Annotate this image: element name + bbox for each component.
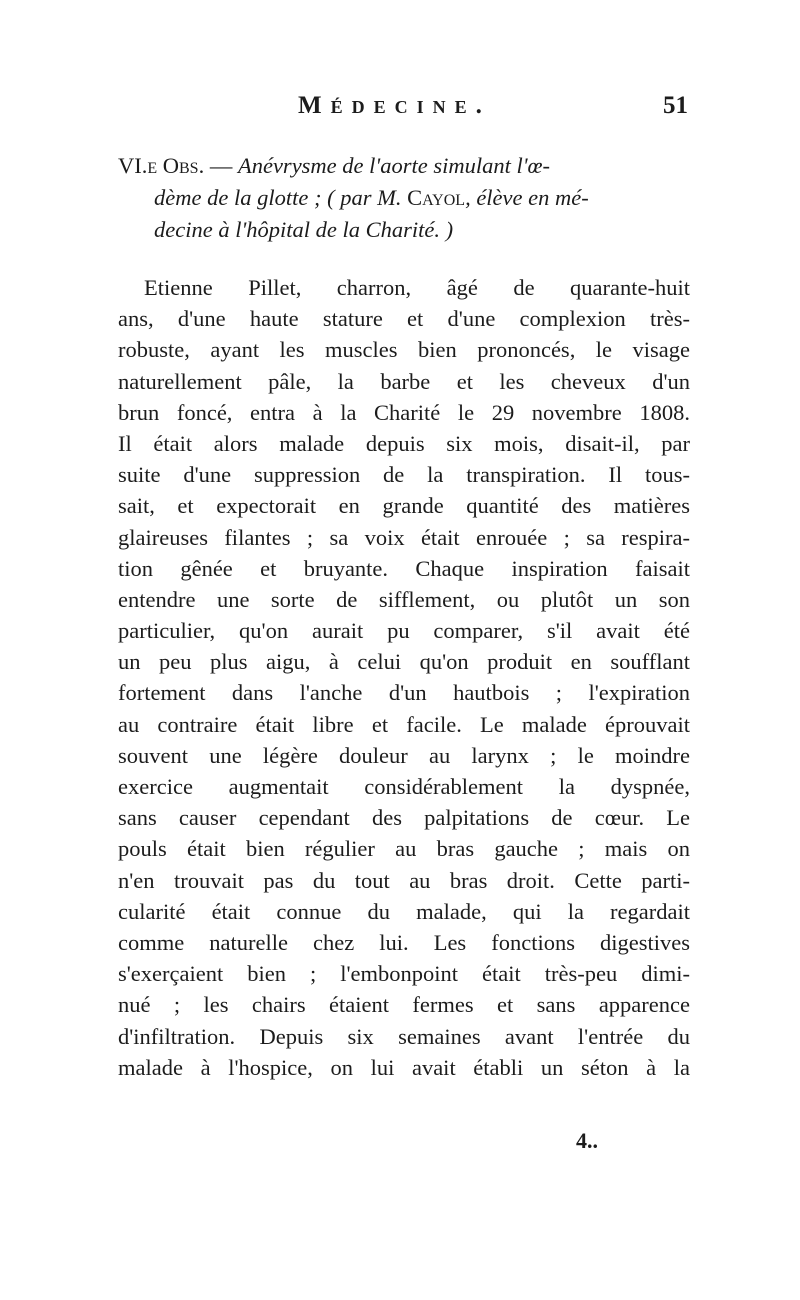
body-line: d'infiltration. Depuis six semaines avant l'entrée du [118,1023,690,1049]
observation-title-part-1: Anévrysme de l'aorte simulant l'œ- [237,153,551,178]
body-line: robuste, ayant les muscles bien prononcés, le visage [118,337,690,363]
author-role-part-2: decine à l'hôpital de la Charité. ) [154,217,454,242]
page-number: 51 [663,92,688,119]
body-line: fortement dans l'anche d'un hautbois ; l'expiration [118,680,690,706]
heading-line-1 [118,150,688,182]
heading-line-3 [118,214,688,246]
running-title: Médecine. [298,92,491,119]
body-line: au contraire était libre et facile. Le malade éprouvait [118,711,690,737]
body-line: malade à l'hospice, on lui avait établi un séton à la [118,1054,690,1080]
body-line: s'exerçaient bien ; l'embonpoint était très-peu dimi- [118,961,690,987]
body-line: glaireuses filantes ; sa voix était enrouée ; sa respira- [118,524,690,550]
body-line: Etienne Pillet, charron, âgé de quarante-huit [144,275,690,300]
observation-title-part-2: dème de la glotte ; [154,185,322,210]
body-line: nué ; les chairs étaient fermes et sans apparence [118,992,690,1018]
author-prefix: ( par M. [327,185,408,210]
running-head [118,92,688,132]
body-line: naturellement pâle, la barbe et les cheveux d'un [118,368,690,394]
body-line: sait, et expectorait en grande quantité des matières [118,493,690,519]
body-line: n'en trouvait pas du tout au bras droit. Cette parti- [118,867,690,893]
observation-heading [118,150,688,246]
observation-label: VI.e Obs. [118,153,205,178]
body-line: comme naturelle chez lui. Les fonctions digestives [118,929,690,955]
signature-mark: 4.. [576,1128,598,1153]
body-line: tion gênée et bruyante. Chaque inspiration faisait [118,555,690,581]
body-line: brun foncé, entra à la Charité le 29 novembre 1808. [118,399,690,425]
body-line: un peu plus aigu, à celui qu'on produit en soufflant [118,649,690,675]
heading-line-2 [118,182,688,214]
body-line: souvent une légère douleur au larynx ; le moindre [118,742,690,768]
body-line: entendre une sorte de sifflement, ou plutôt un son [118,586,690,612]
author-name: Cayol [407,185,466,210]
body-line: Il était alors malade depuis six mois, disait-il, par [118,430,690,456]
heading-dash: — [204,153,238,178]
body-line: suite d'une suppression de la transpiration. Il tous- [118,462,690,488]
body-text [118,272,690,1083]
body-line: pouls était bien régulier au bras gauche ; mais on [118,836,690,862]
body-line: exercice augmentait considérablement la dyspnée, [118,774,690,799]
body-line: sans causer cependant des palpitations de cœur. Le [118,805,690,831]
body-line: ans, d'une haute stature et d'une complexion très- [118,306,690,332]
body-line: cularité était connue du malade, qui la regardait [118,898,690,924]
body-line: particulier, qu'on aurait pu comparer, s'il avait été [118,618,690,644]
author-role-part-1: , élève en mé- [465,185,589,210]
